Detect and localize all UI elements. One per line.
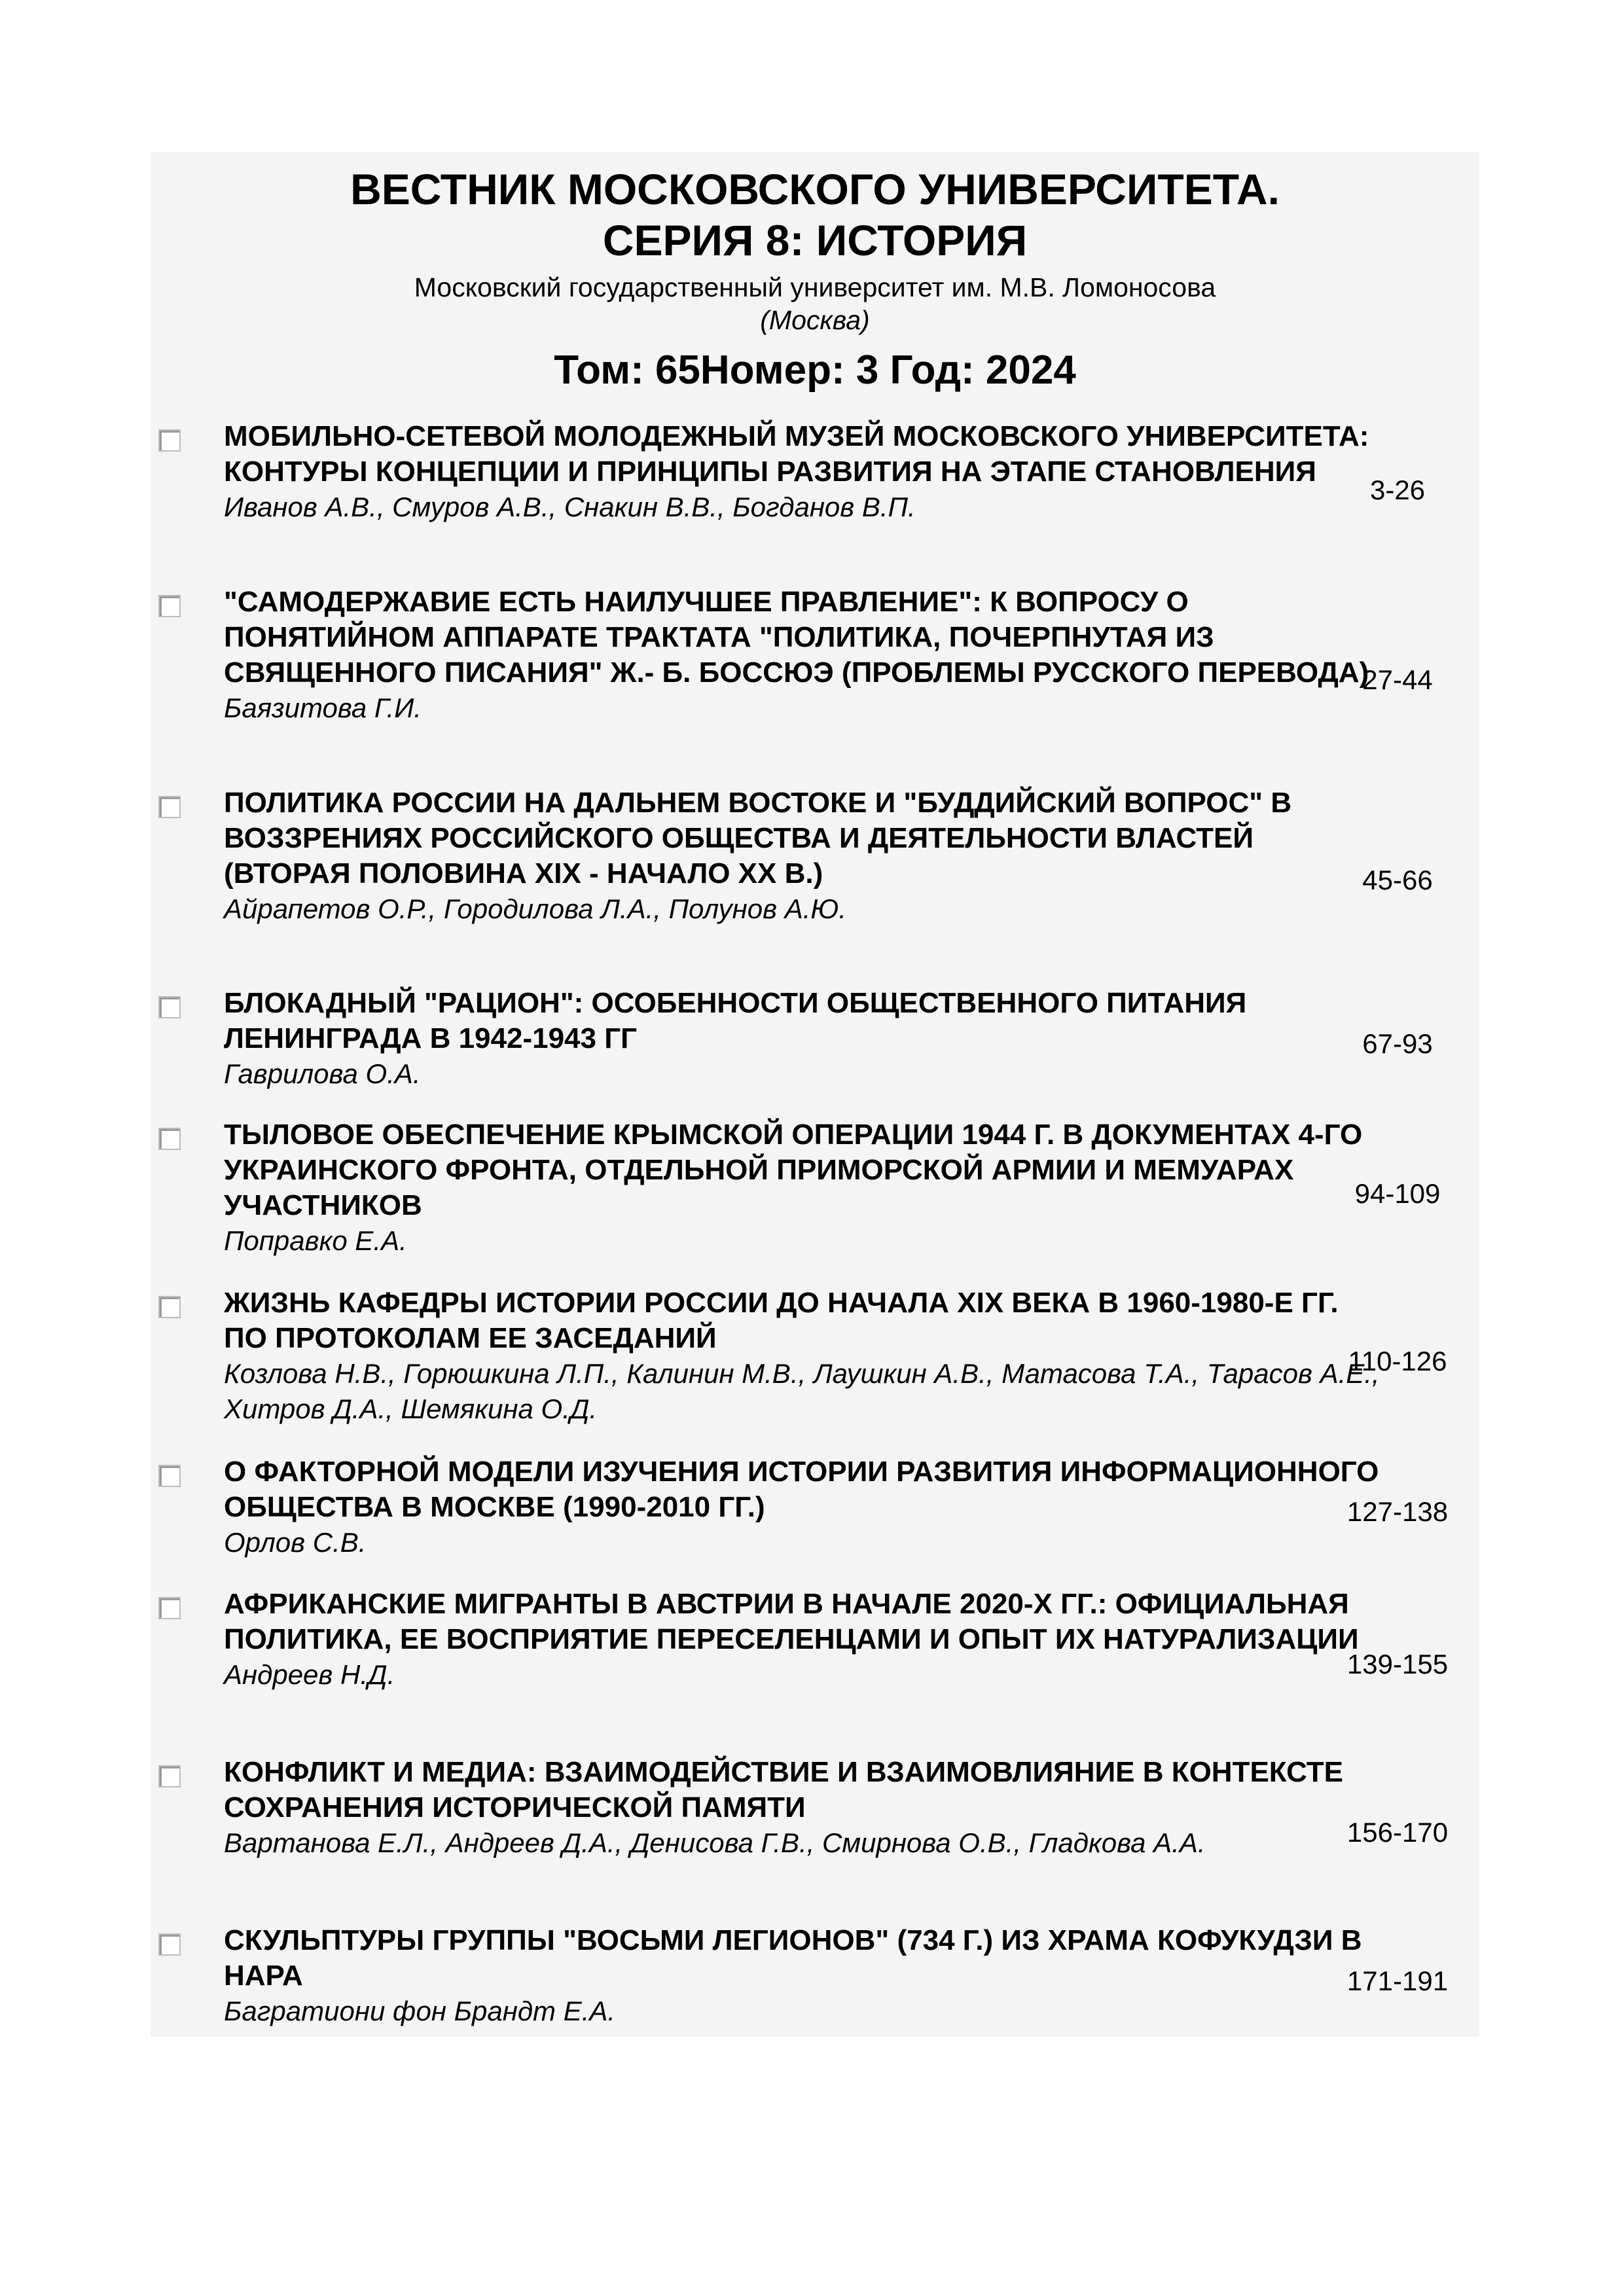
article-heading [224,1117,1382,1259]
article-title[interactable]: СКУЛЬПТУРЫ ГРУППЫ "ВОСЬМИ ЛЕГИОНОВ" (734 Г.) ИЗ ХРАМА КОФУКУДЗИ В НАРА [224,1924,1362,1992]
article-heading [224,419,1382,525]
article-pages: 3-26 [1369,475,1426,505]
article-authors: Айрапетов О.Р., Городилова Л.А., Полунов А.Ю. [224,893,847,924]
article-pages: 67-93 [1362,1028,1433,1059]
journal-title-line-1: ВЕСТНИК МОСКОВСКОГО УНИВЕРСИТЕТА. [350,165,1280,213]
article-select-checkbox[interactable] [158,1465,181,1487]
issue-line: Том: 65Номер: 3 Год: 2024 [554,348,1076,393]
article-heading [224,785,1382,927]
publisher: Московский государственный университет им. М.В. Ломоносова [414,272,1216,302]
article-title[interactable]: ПОЛИТИКА РОССИИ НА ДАЛЬНЕМ ВОСТОКЕ И "БУДДИЙСКИЙ ВОПРОС" В ВОЗЗРЕНИЯХ РОССИЙСКОГО ОБЩЕСТВА И ДЕЯТЕЛЬНОСТИ ВЛАСТЕЙ (ВТОРАЯ ПОЛОВИНА XIX - НАЧАЛО XX В.) [224,787,1292,889]
article-pages: 127-138 [1346,1496,1449,1527]
article-authors: Иванов А.В., Смуров А.В., Снакин В.В., Богданов В.П. [224,492,916,522]
article-title[interactable]: МОБИЛЬНО-СЕТЕВОЙ МОЛОДЕЖНЫЙ МУЗЕЙ МОСКОВСКОГО УНИВЕРСИТЕТА: КОНТУРЫ КОНЦЕПЦИИ И ПРИНЦИПЫ РАЗВИТИЯ НА ЭТАПЕ СТАНОВЛЕНИЯ [224,420,1369,488]
journal-header [151,152,1479,395]
article-pages: 156-170 [1346,1817,1449,1848]
article-authors: Баязитова Г.И. [224,692,422,723]
article-heading [224,1454,1382,1560]
article-title[interactable]: О ФАКТОРНОЙ МОДЕЛИ ИЗУЧЕНИЯ ИСТОРИИ РАЗВИТИЯ ИНФОРМАЦИОННОГО ОБЩЕСТВА В МОСКВЕ (1990-2010 ГГ.) [224,1456,1379,1523]
article-authors: Вартанова Е.Л., Андреев Д.А., Денисова Г.В., Смирнова О.В., Гладкова А.А. [224,1827,1206,1858]
article-authors: Орлов С.В. [224,1527,367,1558]
article-title[interactable]: БЛОКАДНЫЙ "РАЦИОН": ОСОБЕННОСТИ ОБЩЕСТВЕННОГО ПИТАНИЯ ЛЕНИНГРАДА В 1942-1943 ГГ [224,987,1247,1054]
article-pages: 171-191 [1346,1965,1449,1996]
article-title[interactable]: "САМОДЕРЖАВИЕ ЕСТЬ НАИЛУЧШЕЕ ПРАВЛЕНИЕ": К ВОПРОСУ О ПОНЯТИЙНОМ АППАРАТЕ ТРАКТАТА "ПОЛИТИКА, ПОЧЕРПНУТАЯ ИЗ СВЯЩЕННОГО ПИСАНИЯ" Ж.- Б. БОССЮЭ (ПРОБЛЕМЫ РУССКОГО ПЕРЕВОДА) [224,586,1369,689]
article-title[interactable]: АФРИКАНСКИЕ МИГРАНТЫ В АВСТРИИ В НАЧАЛЕ 2020-Х ГГ.: ОФИЦИАЛЬНАЯ ПОЛИТИКА, ЕЕ ВОСПРИЯТИЕ ПЕРЕСЕЛЕНЦАМИ И ОПЫТ ИХ НАТУРАЛИЗАЦИИ [224,1588,1359,1655]
article-pages: 27-44 [1362,664,1433,695]
article-pages: 45-66 [1362,865,1433,895]
article-title[interactable]: КОНФЛИКТ И МЕДИА: ВЗАИМОДЕЙСТВИЕ И ВЗАИМОВЛИЯНИЕ В КОНТЕКСТЕ СОХРАНЕНИЯ ИСТОРИЧЕСКОЙ ПАМЯТИ [224,1756,1343,1823]
article-select-checkbox[interactable] [158,1765,181,1787]
article-select-checkbox[interactable] [158,1933,181,1956]
article-title[interactable]: ТЫЛОВОЕ ОБЕСПЕЧЕНИЕ КРЫМСКОЙ ОПЕРАЦИИ 1944 Г. В ДОКУМЕНТАХ 4-ГО УКРАИНСКОГО ФРОНТА, ОТДЕЛЬНОЙ ПРИМОРСКОЙ АРМИИ И МЕМУАРАХ УЧАСТНИКОВ [224,1119,1363,1221]
article-select-checkbox[interactable] [158,595,181,617]
publisher-city: (Москва) [760,305,870,335]
article-authors: Поправко Е.А. [224,1225,407,1256]
article-heading [224,986,1382,1092]
article-heading [224,1755,1382,1861]
article-select-checkbox[interactable] [158,796,181,818]
article-heading [224,1285,1382,1427]
article-select-checkbox[interactable] [158,1597,181,1619]
article-authors: Андреев Н.Д. [224,1659,395,1690]
article-pages: 94-109 [1354,1178,1441,1209]
article-heading [224,1923,1382,2029]
article-title[interactable]: ЖИЗНЬ КАФЕДРЫ ИСТОРИИ РОССИИ ДО НАЧАЛА XIX ВЕКА В 1960-1980-Е ГГ. ПО ПРОТОКОЛАМ ЕЕ ЗАСЕДАНИЙ [224,1287,1339,1354]
article-select-checkbox[interactable] [158,996,181,1018]
article-select-checkbox[interactable] [158,429,181,452]
article-select-checkbox[interactable] [158,1296,181,1318]
article-heading [224,584,1382,726]
journal-title-line-2: СЕРИЯ 8: ИСТОРИЯ [602,216,1028,264]
article-authors: Гаврилова О.А. [224,1058,421,1089]
article-pages: 110-126 [1348,1346,1447,1376]
article-heading [224,1587,1382,1693]
article-select-checkbox[interactable] [158,1128,181,1150]
article-authors: Козлова Н.В., Горюшкина Л.П., Калинин М.В., Лаушкин А.В., Матасова Т.А., Тарасов А.Е., Хитров Д.А., Шемякина О.Д. [224,1358,1380,1424]
journal-title [151,164,1479,266]
article-authors: Багратиони фон Брандт Е.А. [224,1996,616,2026]
article-pages: 139-155 [1346,1649,1449,1679]
